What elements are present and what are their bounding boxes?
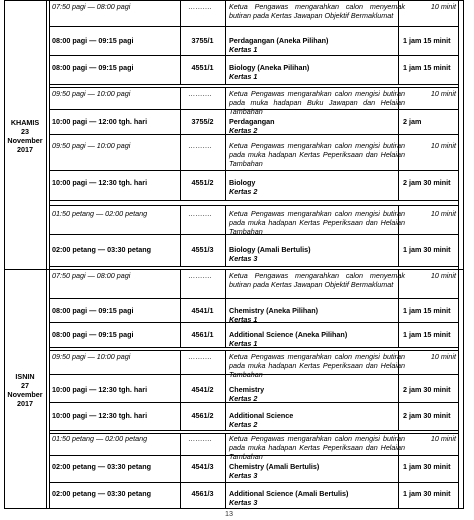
paper-duration: 1 jam 15 minit (403, 330, 451, 339)
paper-number: Kertas 2 (229, 126, 258, 135)
day-month: November (7, 390, 43, 399)
paper-subject: Biology (229, 178, 256, 187)
grid-line (463, 0, 464, 509)
paper-code: 4541/1 (191, 306, 214, 315)
paper-code: 4561/2 (191, 411, 214, 420)
paper-number: Kertas 3 (229, 498, 258, 507)
paper-number: Kertas 1 (229, 72, 258, 81)
slot-code: ………. (188, 209, 212, 218)
grid-line (4, 0, 464, 1)
paper-time: 10:00 pagi — 12:30 tgh. hari (52, 385, 148, 394)
paper-duration: 1 jam 30 minit (403, 462, 451, 471)
paper-duration: 2 jam 30 minit (403, 411, 451, 420)
paper-code: 4561/3 (191, 489, 214, 498)
slot-duration: 10 minit (430, 2, 456, 11)
slot-duration: 10 minit (430, 209, 456, 218)
slot-code: ………. (188, 141, 212, 150)
paper-subject: Additional Science (229, 411, 294, 420)
paper-code: 4551/1 (191, 63, 214, 72)
paper-duration: 1 jam 15 minit (403, 306, 451, 315)
slot-duration: 10 minit (430, 89, 456, 98)
grid-line (225, 205, 226, 266)
paper-subject: Chemistry (Amali Bertulis) (229, 462, 320, 471)
paper-code: 3755/2 (191, 117, 214, 126)
slot-duration: 10 minit (430, 271, 456, 280)
day-year: 2017 (17, 145, 33, 154)
paper-duration: 2 jam (403, 117, 422, 126)
paper-time: 08:00 pagi — 09:15 pagi (52, 36, 134, 45)
slot-instruction: Ketua Pengawas mengarahkan calon menyemak butiran pada Kertas Jawapan Objektif Bermaklumat (229, 2, 405, 20)
paper-subject: Biology (Aneka Pilihan) (229, 63, 310, 72)
paper-code: 4551/2 (191, 178, 214, 187)
paper-code: 3755/1 (191, 36, 214, 45)
slot-duration: 10 minit (430, 141, 456, 150)
grid-line (225, 350, 226, 430)
paper-number: Kertas 2 (229, 420, 258, 429)
slot-instruction: Ketua Pengawas mengarahkan calon mengisi butiran pada muka hadapan Kertas Peperiksaan dan Helaian Tambahan (229, 209, 405, 236)
paper-number: Kertas 3 (229, 254, 258, 263)
day-name: ISNIN (15, 372, 35, 381)
slot-time: 09:50 pagi — 10:00 pagi (52, 352, 131, 361)
paper-number: Kertas 2 (229, 394, 258, 403)
slot-instruction: Ketua Pengawas mengarahkan calon mengisi butiran pada muka hadapan Buku Jawapan dan Helaian Tambahan (229, 89, 405, 116)
grid-line (225, 433, 226, 509)
session-box-edge (49, 84, 459, 85)
slot-duration: 10 minit (430, 352, 456, 361)
slot-time: 01:50 petang — 02:00 petang (52, 209, 148, 218)
grid-line (225, 269, 226, 347)
day-label (4, 118, 46, 154)
grid-line (180, 205, 181, 266)
paper-number: Kertas 2 (229, 187, 258, 196)
paper-number: Kertas 1 (229, 339, 258, 348)
day-label (4, 372, 46, 408)
paper-time: 02:00 petang — 03:30 petang (52, 245, 152, 254)
day-name: KHAMIS (10, 118, 40, 127)
grid-line (49, 269, 50, 509)
row-line (49, 298, 459, 299)
paper-duration: 2 jam 30 minit (403, 178, 451, 187)
slot-time: 07:50 pagi — 08:00 pagi (52, 2, 131, 11)
paper-duration: 2 jam 30 minit (403, 385, 451, 394)
paper-number: Kertas 3 (229, 471, 258, 480)
paper-subject: Additional Science (Amali Bertulis) (229, 489, 349, 498)
paper-time: 02:00 petang — 03:30 petang (52, 489, 152, 498)
paper-code: 4541/2 (191, 385, 214, 394)
grid-line (225, 0, 226, 84)
paper-subject: Additional Science (Aneka Pilihan) (229, 330, 348, 339)
paper-subject: Perdagangan (229, 117, 275, 126)
paper-time: 08:00 pagi — 09:15 pagi (52, 330, 134, 339)
paper-subject: Perdagangan (Aneka Pilihan) (229, 36, 329, 45)
row-line (49, 482, 459, 483)
row-line (49, 170, 459, 171)
slot-instruction: Ketua Pengawas mengarahkan calon mengisi butiran pada muka hadapan Kertas Peperiksaan dan Helaian Tambahan (229, 141, 405, 168)
session-box-edge (49, 430, 459, 431)
slot-instruction: Ketua Pengawas mengarahkan calon menyemak butiran pada Kertas Jawapan Objektif Bermaklumat (229, 271, 405, 289)
paper-subject: Chemistry (229, 385, 265, 394)
paper-duration: 1 jam 15 minit (403, 63, 451, 72)
grid-line (4, 0, 5, 509)
session-box-edge (49, 266, 459, 267)
paper-duration: 1 jam 15 minit (403, 36, 451, 45)
slot-code: ………. (188, 434, 212, 443)
row-line (49, 55, 459, 56)
grid-line (46, 0, 47, 269)
slot-code: ………. (188, 352, 212, 361)
paper-time: 08:00 pagi — 09:15 pagi (52, 63, 134, 72)
day-divider (4, 269, 464, 270)
paper-time: 10:00 pagi — 12:00 tgh. hari (52, 117, 148, 126)
paper-time: 08:00 pagi — 09:15 pagi (52, 306, 134, 315)
day-date: 27 (21, 381, 29, 390)
day-year: 2017 (17, 399, 33, 408)
page-number: 13 (225, 509, 233, 518)
slot-code: ………. (188, 2, 212, 11)
row-line (49, 26, 459, 27)
paper-time: 10:00 pagi — 12:30 tgh. hari (52, 178, 148, 187)
slot-code: ………. (188, 89, 212, 98)
slot-instruction: Ketua Pengawas mengarahkan calon mengisi butiran pada muka hadapan Kertas Peperiksaan dan Helaian Tambahan (229, 352, 405, 379)
paper-duration: 1 jam 30 minit (403, 489, 451, 498)
grid-line (458, 269, 459, 509)
slot-duration: 10 minit (430, 434, 456, 443)
day-date: 23 (21, 127, 29, 136)
paper-duration: 1 jam 30 minit (403, 245, 451, 254)
slot-time: 09:50 pagi — 10:00 pagi (52, 89, 131, 98)
slot-instruction: Ketua Pengawas mengarahkan calon mengisi butiran pada muka hadapan Kertas Peperiksaan dan Helaian Tambahan (229, 434, 405, 461)
paper-code: 4561/1 (191, 330, 214, 339)
paper-code: 4541/3 (191, 462, 214, 471)
paper-time: 02:00 petang — 03:30 petang (52, 462, 152, 471)
paper-subject: Biology (Amali Bertulis) (229, 245, 311, 254)
day-month: November (7, 136, 43, 145)
slot-time: 01:50 petang — 02:00 petang (52, 434, 148, 443)
paper-number: Kertas 1 (229, 45, 258, 54)
paper-number: Kertas 1 (229, 315, 258, 324)
slot-time: 07:50 pagi — 08:00 pagi (52, 271, 131, 280)
paper-subject: Chemistry (Aneka Pilihan) (229, 306, 319, 315)
paper-code: 4551/3 (191, 245, 214, 254)
grid-line (46, 269, 47, 509)
session-box-edge (49, 200, 459, 201)
slot-time: 09:50 pagi — 10:00 pagi (52, 141, 131, 150)
slot-code: ………. (188, 271, 212, 280)
paper-time: 10:00 pagi — 12:30 tgh. hari (52, 411, 148, 420)
grid-line (225, 87, 226, 200)
